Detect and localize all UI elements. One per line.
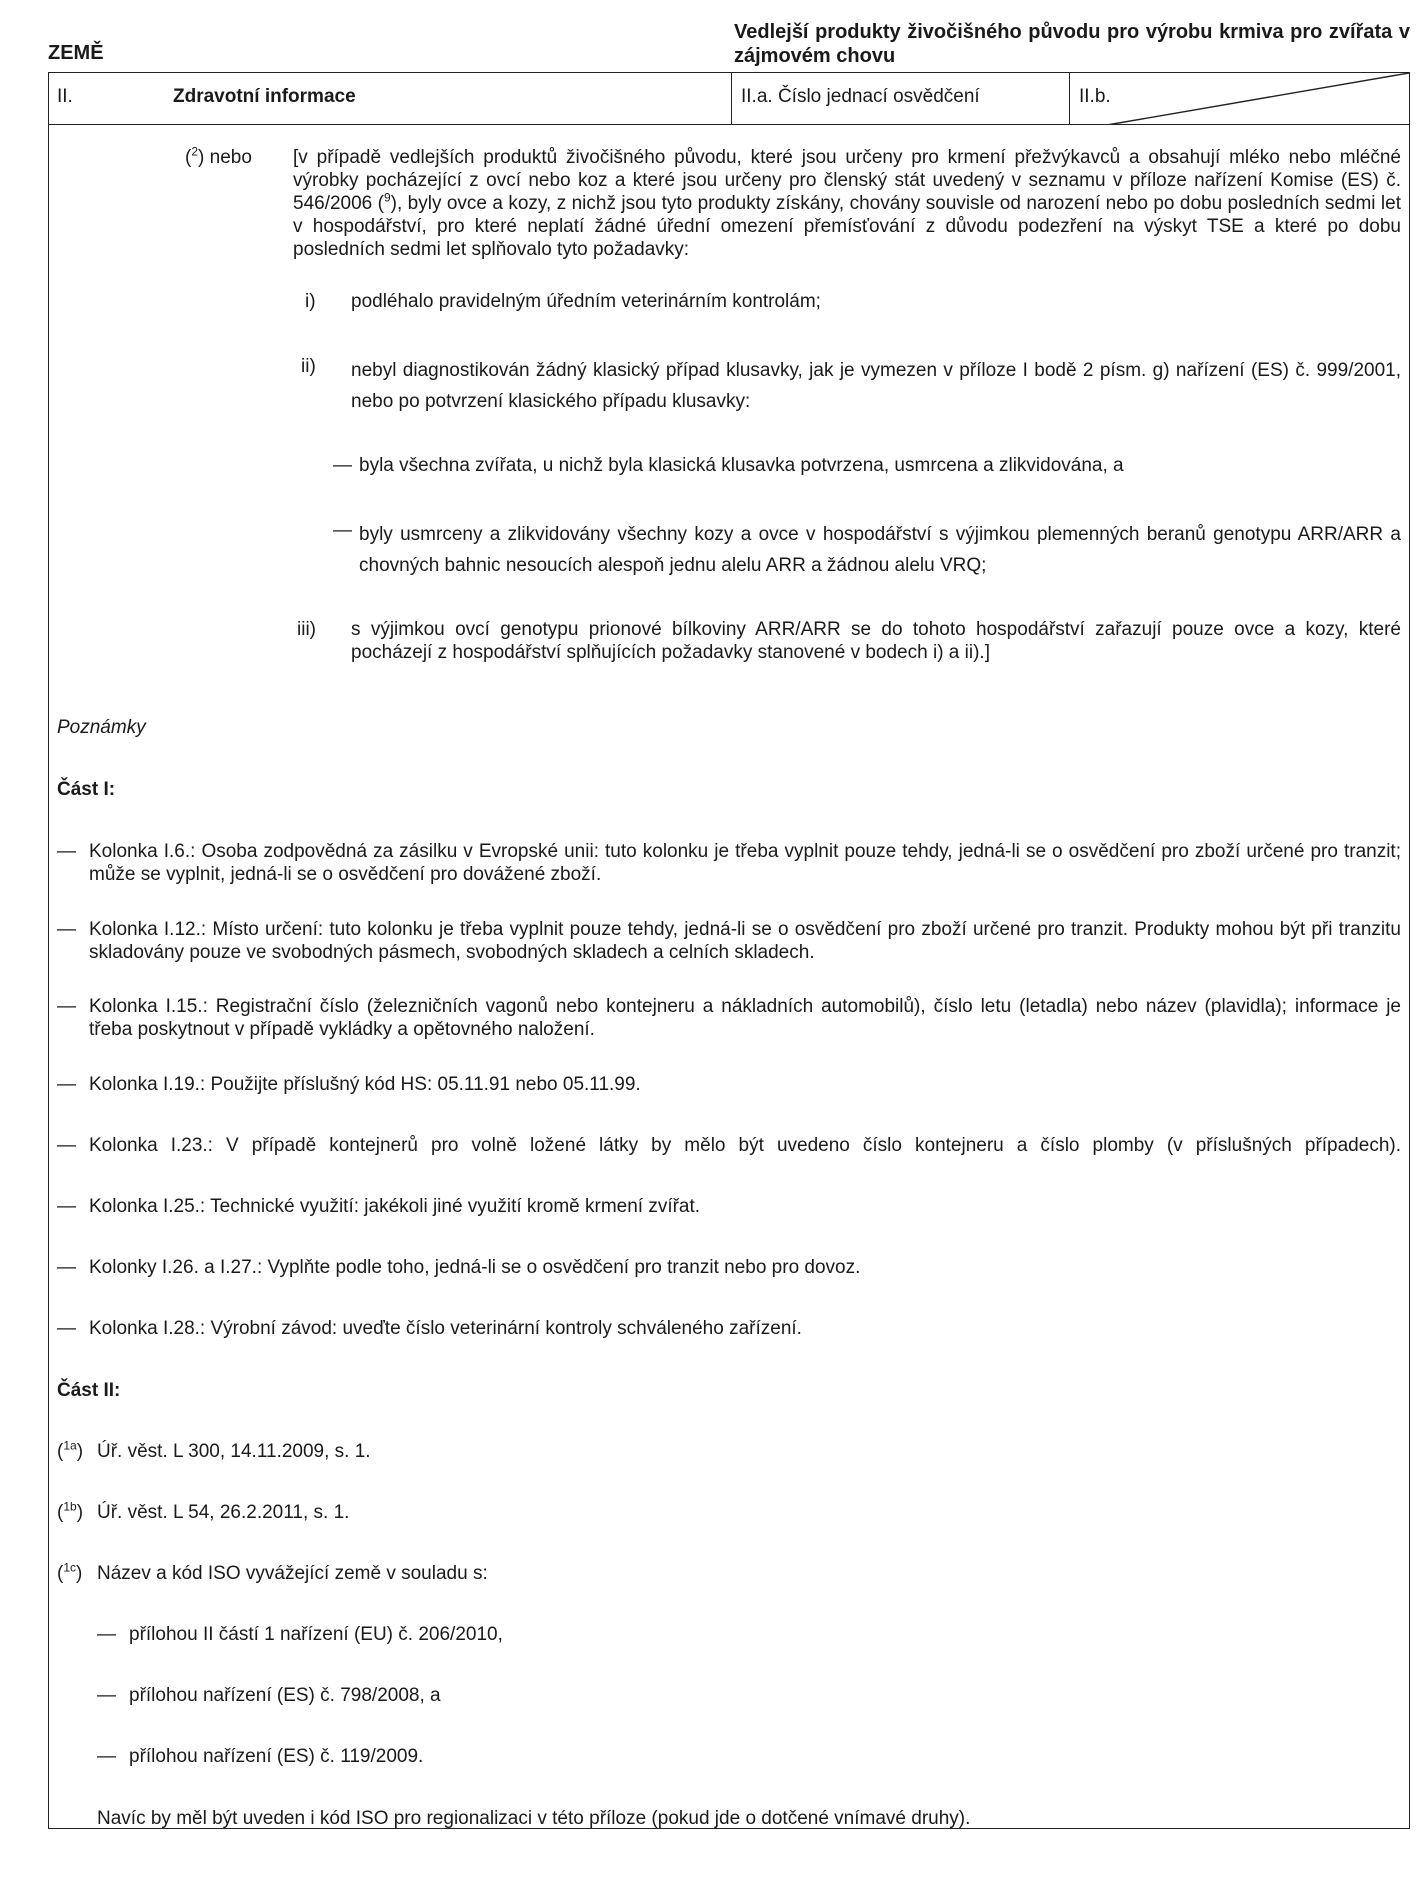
item-number: i) — [305, 291, 316, 312]
list-item: s výjimkou ovcí genotypu prionové bílkoviny ARR/ARR se do tohoto hospodářství zařazují pouze ovce a kozy, které pocházejí z hospodářství splňujících požadavky stanovené v bodech i) a ii).] — [351, 619, 1401, 663]
note-item: Kolonka I.23.: V případě kontejnerů pro volně ložené látky by mělo být uvedeno číslo kontejneru a číslo plomby (v příslušných případech). — [89, 1135, 1401, 1156]
footnote-mark: ($^{1b}$) — [57, 1499, 84, 1523]
list-item: podléhalo pravidelným úředním veterinárním kontrolám; — [351, 291, 821, 312]
footnote-sub-item: přílohou II částí 1 nařízení (EU) č. 206/2010, — [129, 1624, 503, 1645]
notes-heading: Poznámky — [57, 717, 146, 738]
dash: — — [57, 1318, 76, 1339]
note-item: Kolonky I.26. a I.27.: Vyplňte podle toho, jedná-li se o osvědčení pro tranzit nebo pro dovoz. — [89, 1257, 861, 1278]
column-divider — [731, 73, 732, 125]
sub-item: byla všechna zvířata, u nichž byla klasická klusavka potvrzena, usmrcena a zlikvidována, a — [359, 455, 1124, 476]
part-two-heading: Část II: — [57, 1380, 121, 1401]
dash: — — [97, 1685, 116, 1706]
table-header-row — [49, 73, 1409, 125]
option-marker: ($^2$) nebo — [185, 144, 252, 168]
footnote: Název a kód ISO vyvážející země v souladu s: — [97, 1563, 488, 1584]
option-intro: [v případě vedlejších produktů živočišného původu, které jsou určeny pro krmení přežvýkavců a obsahují mléko nebo mléčné výrobky pocházející z ovcí nebo koz a které jsou určeny pro členský stát uvedený v seznamu v příloze nařízení Komise (ES) č. 546/2006 ($^9$), byly ovce a kozy, z nichž jsou tyto produkty získány, chovány souvisle od narození nebo po dobu posledních sedmi let v hospodářství, pro které neplatí žádné úřední omezení přemísťování z důvodu podezření na výskyt TSE a které po dobu posledních sedmi let splňovalo tyto požadavky: — [293, 147, 1401, 260]
country-label: ZEMĚ — [48, 42, 104, 64]
footnote: Úř. věst. L 300, 14.11.2009, s. 1. — [97, 1441, 371, 1462]
final-note: Navíc by měl být uveden i kód ISO pro regionalizaci v této příloze (pokud jde o dotčené vnímavé druhy). — [97, 1808, 971, 1829]
item-number: ii) — [301, 356, 316, 377]
dash: — — [57, 1196, 76, 1217]
section-title: Zdravotní informace — [173, 86, 356, 107]
note-item: Kolonka I.19.: Použijte příslušný kód HS: 05.11.91 nebo 05.11.99. — [89, 1074, 641, 1095]
footnote-mark: ($^{1a}$) — [57, 1438, 84, 1462]
dash: — — [57, 1135, 76, 1156]
footnote-sub-item: přílohou nařízení (ES) č. 119/2009. — [129, 1746, 424, 1767]
dash: — — [57, 919, 76, 940]
note-item: Kolonka I.25.: Technické využití: jakékoli jiné využití kromě krmení zvířat. — [89, 1196, 701, 1217]
dash: — — [97, 1746, 116, 1767]
dash: — — [333, 455, 352, 476]
certificate-title: Vedlejší produkty živočišného původu pro výrobu krmiva pro zvířata v zájmovém chovu — [734, 21, 1410, 67]
note-item: Kolonka I.15.: Registrační číslo (železničních vagonů nebo kontejneru a nákladních automobilů), číslo letu (letadla) nebo název (plavidla); informace je třeba poskytnout v případě vykládky a opětovného naložení. — [89, 996, 1401, 1040]
dash: — — [97, 1624, 116, 1645]
note-item: Kolonka I.6.: Osoba zodpovědná za zásilku v Evropské unii: tuto kolonku je třeba vyplnit pouze tehdy, jedná-li se o osvědčení pro zboží určené pro tranzit; může se vyplnit, jedná-li se o osvědčení pro dovážené zboží. — [89, 841, 1401, 885]
dash: — — [57, 1074, 76, 1095]
dash: — — [57, 996, 76, 1017]
list-item: nebyl diagnostikován žádný klasický případ klusavky, jak je vymezen v příloze I bodě 2 písm. g) nařízení (ES) č. 999/2001, nebo po potvrzení klasického případu klusavky: — [351, 360, 1401, 412]
dash: — — [57, 841, 76, 862]
note-item: Kolonka I.28.: Výrobní závod: uveďte číslo veterinární kontroly schváleného zařízení. — [89, 1318, 802, 1339]
crossed-out-cell — [1107, 73, 1409, 125]
reference-b-label: II.b. — [1079, 86, 1111, 107]
column-divider — [1069, 73, 1070, 125]
reference-number-label: II.a. Číslo jednací osvědčení — [741, 86, 980, 107]
sub-item: byly usmrceny a zlikvidovány všechny kozy a ovce v hospodářství s výjimkou plemenných beranů genotypu ARR/ARR a chovných bahnic nesoucích alespoň jednu alelu ARR a žádnou alelu VRQ; — [359, 524, 1401, 576]
dash: — — [57, 1257, 76, 1278]
footnote-sub-item: přílohou nařízení (ES) č. 798/2008, a — [129, 1685, 441, 1706]
certificate-frame — [48, 72, 1410, 1829]
part-one-heading: Část I: — [57, 779, 116, 800]
note-item: Kolonka I.12.: Místo určení: tuto kolonku je třeba vyplnit pouze tehdy, jedná-li se o osvědčení pro zboží určené pro tranzit. Produkty mohou být při tranzitu skladovány pouze ve svobodných pásmech, svobodných skladech a celních skladech. — [89, 919, 1401, 963]
footnote-mark: ($^{1c}$) — [57, 1560, 83, 1584]
dash: — — [333, 520, 352, 541]
item-number: iii) — [297, 619, 316, 640]
section-number: II. — [57, 86, 73, 107]
footnote: Úř. věst. L 54, 26.2.2011, s. 1. — [97, 1502, 350, 1523]
